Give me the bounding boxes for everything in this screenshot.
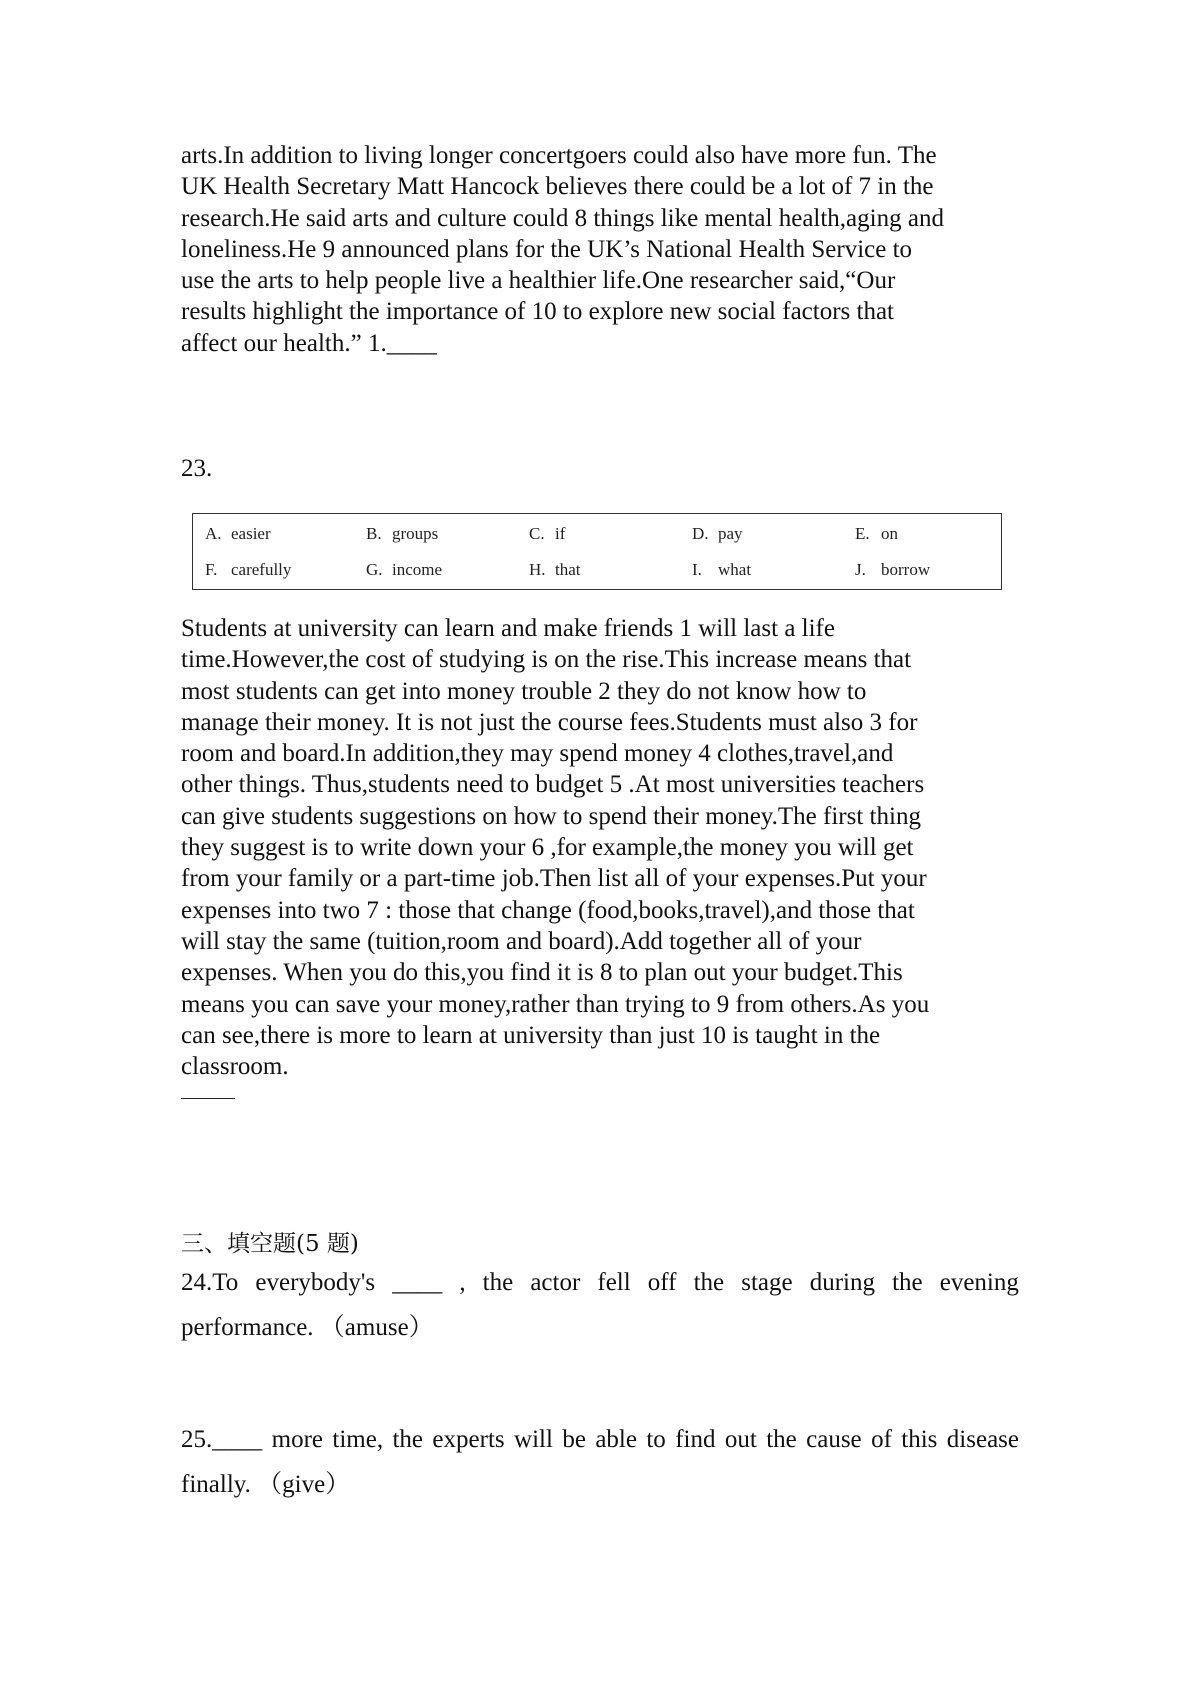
question-24-line-1 — [181, 1260, 1019, 1305]
passage-line: results highlight the importance of 10 to explore new social factors that — [181, 298, 895, 326]
question-word: ____ — [392, 1269, 443, 1296]
word-bank-option: F. carefully — [205, 560, 292, 579]
question-word: time, — [332, 1426, 384, 1453]
passage-line: most students can get into money trouble 2 they do not know how to — [181, 677, 867, 705]
question-24-line-2: performance. （amuse） — [181, 1314, 434, 1341]
passage-line: loneliness.He 9 announced plans for the UK’s National Health Service to — [181, 235, 913, 263]
passage-line: room and board.In addition,they may spend money 4 clothes,travel,and — [181, 740, 894, 768]
question-23-number: 23. — [181, 455, 213, 482]
word-bank-option: B. groups — [366, 524, 439, 543]
passage-line: they suggest is to write down your 6 ,for example,the money you will get — [181, 834, 914, 862]
passage-line: use the arts to help people live a healthier life.One researcher said,“Our — [181, 267, 896, 295]
word-bank-row — [193, 560, 1001, 584]
word-bank-table — [192, 513, 1002, 590]
passage-line: affect our health.” 1.____ — [181, 329, 437, 357]
question-24 — [181, 1260, 1019, 1350]
passage-line: expenses into two 7 : those that change (food,books,travel),and those that — [181, 896, 915, 924]
question-25-line-1 — [181, 1417, 1019, 1462]
question-word: off — [647, 1269, 677, 1296]
question-word: , — [459, 1269, 466, 1296]
question-word: be — [562, 1426, 586, 1453]
question-word: will — [514, 1426, 553, 1453]
passage-line: classroom. — [181, 1053, 289, 1081]
question-25 — [181, 1417, 1019, 1507]
question-word: out — [724, 1426, 757, 1453]
passage-line: from your family or a part-time job.Then list all of your expenses.Put your — [181, 865, 927, 893]
passage-line: time.However,the cost of studying is on the rise.This increase means that — [181, 646, 912, 674]
question-word: the — [392, 1426, 424, 1453]
passage-line: arts.In addition to living longer concertgoers could also have more fun. The — [181, 142, 937, 169]
word-bank-option: D. pay — [692, 524, 743, 543]
passage-line: UK Health Secretary Matt Hancock believes there could be a lot of 7 in the — [181, 173, 934, 201]
question-word: of — [871, 1426, 892, 1453]
question-word: experts — [432, 1426, 505, 1453]
word-bank-option: J. borrow — [855, 560, 931, 579]
question-word: evening — [939, 1269, 1019, 1296]
passage-line: expenses. When you do this,you find it is 8 to plan out your budget.This — [181, 959, 903, 987]
passage-line: Students at university can learn and make friends 1 will last a life — [181, 615, 835, 642]
question-word: the — [482, 1269, 514, 1296]
word-bank-option: G. income — [366, 560, 443, 579]
word-bank-option: H. that — [529, 560, 581, 579]
question-word: fell — [597, 1269, 631, 1296]
question-word: more — [271, 1426, 324, 1453]
passage-line: means you can save your money,rather than trying to 9 from others.As you — [181, 990, 930, 1018]
question-word: 25.____ — [181, 1426, 263, 1453]
question-word: disease — [946, 1426, 1019, 1453]
question-word: this — [901, 1426, 938, 1453]
passage-22 — [181, 140, 944, 359]
word-bank-option: C. if — [529, 524, 566, 543]
question-word: the — [892, 1269, 923, 1296]
passage-line: research.He said arts and culture could 8 things like mental health,aging and — [181, 204, 944, 232]
question-word: everybody's — [255, 1269, 376, 1296]
passage-line: other things. Thus,students need to budget 5 .At most universities teachers — [181, 771, 925, 799]
question-word: actor — [530, 1269, 581, 1296]
question-word: during — [809, 1269, 875, 1296]
section-title: 三、填空题(5 题) — [181, 1231, 359, 1257]
question-word: able — [595, 1426, 637, 1453]
question-word: to — [646, 1426, 666, 1453]
question-word: find — [675, 1426, 716, 1453]
word-bank-option: A. easier — [205, 524, 271, 543]
question-word: 24.To — [181, 1269, 239, 1296]
question-word: the — [693, 1269, 725, 1296]
word-bank-option: I. what — [692, 560, 752, 579]
passage-line: can give students suggestions on how to spend their money.The first thing — [181, 802, 921, 830]
question-word: stage — [741, 1269, 793, 1296]
word-bank-option: E. on — [855, 524, 898, 543]
passage-line: manage their money. It is not just the course fees.Students must also 3 for — [181, 708, 918, 736]
question-word: the — [766, 1426, 797, 1453]
passage-line: will stay the same (tuition,room and board).Add together all of your — [181, 927, 862, 955]
answer-blank-line — [181, 1098, 235, 1099]
word-bank-row — [193, 524, 1001, 548]
passage-line: can see,there is more to learn at university than just 10 is taught in the — [181, 1021, 881, 1049]
question-25-line-2: finally. （give） — [181, 1471, 351, 1498]
passage-23 — [181, 613, 929, 1082]
question-word: cause — [806, 1426, 862, 1453]
